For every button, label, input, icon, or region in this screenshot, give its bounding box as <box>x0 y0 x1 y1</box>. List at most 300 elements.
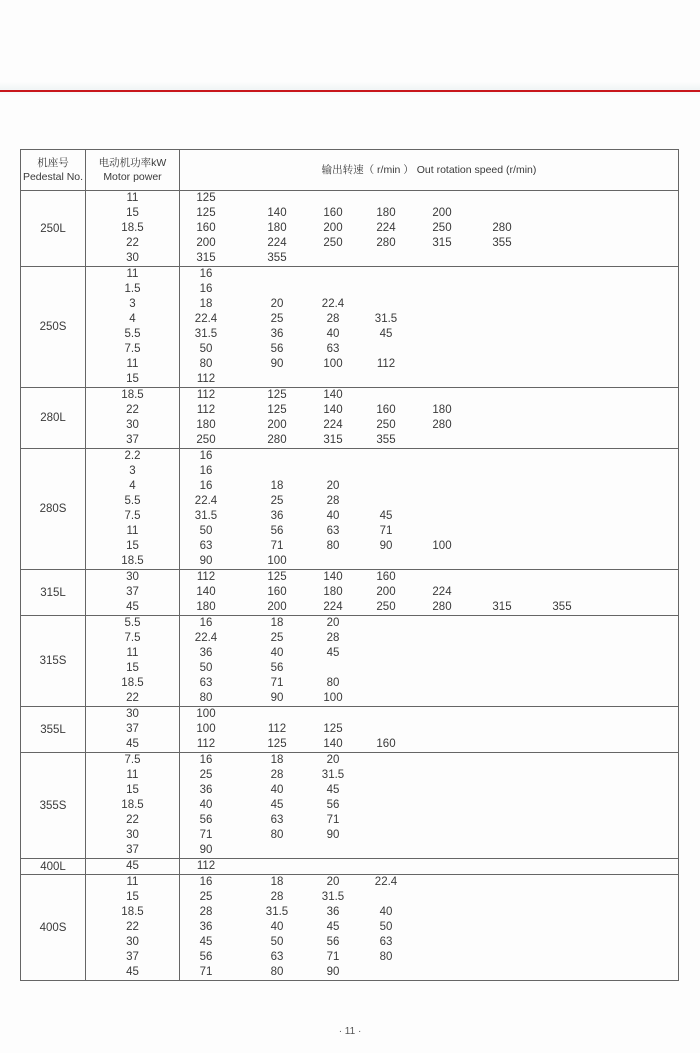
speed-value: 100 <box>267 555 287 567</box>
speed-value: 160 <box>323 207 343 219</box>
speed-value: 80 <box>199 692 213 704</box>
speed-row <box>180 859 678 874</box>
power-value: 30 <box>126 571 139 583</box>
speed-value: 71 <box>270 677 284 689</box>
table-group-row <box>21 570 679 616</box>
speed-row <box>180 707 678 722</box>
pedestal-cell: 315L <box>21 570 86 616</box>
speed-value: 20 <box>270 298 284 310</box>
speed-value: 180 <box>196 601 216 613</box>
speed-value: 36 <box>199 784 213 796</box>
pedestal-cell: 280L <box>21 388 86 449</box>
power-header-en: Motor power <box>103 171 162 183</box>
speed-value: 56 <box>326 936 340 948</box>
speed-cell <box>180 570 679 616</box>
speed-value: 112 <box>376 358 396 370</box>
speed-row <box>180 297 678 312</box>
speed-row <box>180 312 678 327</box>
speed-row <box>180 554 678 569</box>
speed-value: 18 <box>270 876 284 888</box>
speed-value: 18 <box>199 298 213 310</box>
speed-value: 280 <box>432 601 452 613</box>
speed-row <box>180 828 678 843</box>
speed-value: 125 <box>267 571 287 583</box>
power-value: 30 <box>126 936 139 948</box>
speed-row <box>180 965 678 980</box>
speed-value: 250 <box>376 419 396 431</box>
speed-value: 224 <box>267 237 287 249</box>
speed-value: 355 <box>376 434 396 446</box>
speed-value: 200 <box>376 586 396 598</box>
speed-value: 112 <box>196 404 216 416</box>
table-group-row <box>21 449 679 570</box>
pedestal-header <box>21 150 86 191</box>
power-cell <box>86 570 180 616</box>
speed-value: 125 <box>267 389 287 401</box>
header-rule-shade <box>0 82 700 96</box>
power-cell <box>86 875 180 981</box>
speed-value: 28 <box>326 632 340 644</box>
speed-row <box>180 920 678 935</box>
speed-value: 90 <box>199 844 213 856</box>
speed-value: 16 <box>199 617 213 629</box>
speed-value: 25 <box>199 769 213 781</box>
power-value: 22 <box>126 921 139 933</box>
speed-row <box>180 631 678 646</box>
speed-row <box>180 950 678 965</box>
power-value: 37 <box>126 434 139 446</box>
speed-value: 80 <box>270 829 284 841</box>
speed-value: 40 <box>326 328 340 340</box>
speed-row <box>180 388 678 403</box>
speed-value: 250 <box>323 237 343 249</box>
speed-value: 36 <box>326 906 340 918</box>
speed-value: 200 <box>267 419 287 431</box>
speed-row <box>180 342 678 357</box>
speed-value: 224 <box>323 419 343 431</box>
pedestal-cell: 400L <box>21 859 86 875</box>
speed-value: 36 <box>270 328 284 340</box>
speed-value: 180 <box>267 222 287 234</box>
speed-value: 63 <box>199 677 213 689</box>
speed-value: 16 <box>199 268 213 280</box>
power-value: 18.5 <box>121 555 144 567</box>
speed-row <box>180 905 678 920</box>
speed-value: 20 <box>326 876 340 888</box>
speed-cell <box>180 707 679 753</box>
speed-value: 40 <box>270 921 284 933</box>
power-cell <box>86 859 180 875</box>
speed-value: 112 <box>196 860 216 872</box>
speed-value: 355 <box>492 237 512 249</box>
speed-cell <box>180 875 679 981</box>
speed-value: 180 <box>376 207 396 219</box>
speed-value: 63 <box>379 936 393 948</box>
speed-value: 16 <box>199 876 213 888</box>
speed-value: 50 <box>379 921 393 933</box>
speed-row <box>180 464 678 479</box>
speed-value: 100 <box>196 708 216 720</box>
pedestal-cell: 250S <box>21 267 86 388</box>
speed-value: 140 <box>323 571 343 583</box>
speed-value: 140 <box>323 404 343 416</box>
speed-cell <box>180 388 679 449</box>
power-value: 15 <box>126 373 139 385</box>
speed-cell <box>180 191 679 267</box>
speed-value: 45 <box>379 328 393 340</box>
speed-row <box>180 403 678 418</box>
speed-row <box>180 676 678 691</box>
speed-value: 180 <box>432 404 452 416</box>
speed-value: 31.5 <box>194 328 218 340</box>
speed-value: 125 <box>267 738 287 750</box>
power-value: 18.5 <box>121 222 144 234</box>
pedestal-header-cn: 机座号 <box>37 157 69 169</box>
speed-value: 112 <box>196 373 216 385</box>
speed-row <box>180 890 678 905</box>
speed-value: 224 <box>376 222 396 234</box>
speed-value: 160 <box>267 586 287 598</box>
table-header-row <box>21 150 679 191</box>
speed-row <box>180 206 678 221</box>
speed-value: 16 <box>199 283 213 295</box>
power-value: 30 <box>126 708 139 720</box>
power-cell <box>86 616 180 707</box>
speed-row <box>180 524 678 539</box>
speed-value: 280 <box>267 434 287 446</box>
page-number: · 11 · <box>338 1026 362 1037</box>
speed-value: 40 <box>379 906 393 918</box>
power-value: 37 <box>126 586 139 598</box>
speed-value: 28 <box>199 906 213 918</box>
power-value: 5.5 <box>124 495 141 507</box>
speed-value: 80 <box>326 540 340 552</box>
table-group-row <box>21 753 679 859</box>
speed-value: 56 <box>199 951 213 963</box>
speed-row <box>180 282 678 297</box>
speed-value: 250 <box>196 434 216 446</box>
speed-value: 56 <box>270 662 284 674</box>
power-value: 18.5 <box>121 389 144 401</box>
speed-value: 45 <box>379 510 393 522</box>
table-group-row <box>21 875 679 981</box>
speed-value: 200 <box>432 207 452 219</box>
speed-value: 140 <box>323 389 343 401</box>
power-value: 7.5 <box>124 343 141 355</box>
speed-value: 22.4 <box>194 495 218 507</box>
speed-row <box>180 691 678 706</box>
power-value: 30 <box>126 419 139 431</box>
power-value: 22 <box>126 814 139 826</box>
power-value: 45 <box>126 738 139 750</box>
speed-row <box>180 236 678 251</box>
speed-value: 315 <box>492 601 512 613</box>
power-value: 15 <box>126 891 139 903</box>
speed-value: 71 <box>199 829 213 841</box>
speed-value: 224 <box>323 601 343 613</box>
power-value: 45 <box>126 601 139 613</box>
speed-value: 71 <box>326 951 340 963</box>
speed-value: 63 <box>199 540 213 552</box>
speed-row <box>180 722 678 737</box>
speed-value: 28 <box>326 313 340 325</box>
speed-value: 200 <box>267 601 287 613</box>
speed-value: 250 <box>376 601 396 613</box>
power-value: 30 <box>126 829 139 841</box>
speed-value: 36 <box>199 647 213 659</box>
speed-value: 45 <box>326 921 340 933</box>
speed-value: 250 <box>432 222 452 234</box>
speed-row <box>180 661 678 676</box>
speed-value: 45 <box>199 936 213 948</box>
power-cell <box>86 267 180 388</box>
speed-value: 315 <box>196 252 216 264</box>
speed-value: 100 <box>323 358 343 370</box>
speed-value: 22.4 <box>194 313 218 325</box>
power-value: 45 <box>126 860 139 872</box>
speed-row <box>180 327 678 342</box>
speed-row <box>180 737 678 752</box>
table-group-row <box>21 267 679 388</box>
speed-value: 140 <box>196 586 216 598</box>
speed-value: 22.4 <box>194 632 218 644</box>
power-value: 7.5 <box>124 510 141 522</box>
power-value: 7.5 <box>124 754 141 766</box>
speed-row <box>180 783 678 798</box>
speed-row <box>180 479 678 494</box>
power-value: 7.5 <box>124 632 141 644</box>
pedestal-cell: 315S <box>21 616 86 707</box>
speed-value: 20 <box>326 754 340 766</box>
speed-cell <box>180 753 679 859</box>
power-value: 22 <box>126 692 139 704</box>
speed-value: 56 <box>326 799 340 811</box>
pedestal-cell: 280S <box>21 449 86 570</box>
power-cell <box>86 388 180 449</box>
speed-value: 224 <box>432 586 452 598</box>
table-group-row <box>21 191 679 267</box>
speed-value: 90 <box>199 555 213 567</box>
speed-value: 280 <box>376 237 396 249</box>
power-value: 22 <box>126 237 139 249</box>
speed-value: 50 <box>199 525 213 537</box>
power-value: 18.5 <box>121 799 144 811</box>
power-value: 15 <box>126 207 139 219</box>
speed-row <box>180 813 678 828</box>
power-cell <box>86 753 180 859</box>
speed-table <box>20 149 679 981</box>
speed-value: 40 <box>199 799 213 811</box>
power-value: 4 <box>129 480 136 492</box>
power-value: 37 <box>126 723 139 735</box>
speed-value: 31.5 <box>265 906 289 918</box>
pedestal-header-en: Pedestal No. <box>22 171 84 183</box>
speed-value: 71 <box>270 540 284 552</box>
speed-value: 90 <box>270 692 284 704</box>
speed-cell <box>180 616 679 707</box>
speed-value: 40 <box>326 510 340 522</box>
speed-value: 28 <box>326 495 340 507</box>
speed-row <box>180 875 678 890</box>
speed-row <box>180 539 678 554</box>
speed-value: 160 <box>376 404 396 416</box>
speed-row <box>180 616 678 631</box>
power-value: 37 <box>126 844 139 856</box>
table-group-row <box>21 616 679 707</box>
speed-value: 112 <box>196 389 216 401</box>
speed-value: 56 <box>270 343 284 355</box>
speed-value: 355 <box>267 252 287 264</box>
table-group-row <box>21 859 679 875</box>
power-value: 15 <box>126 540 139 552</box>
speed-value: 90 <box>379 540 393 552</box>
power-value: 11 <box>126 525 139 537</box>
speed-value: 100 <box>432 540 452 552</box>
speed-value: 36 <box>199 921 213 933</box>
speed-row <box>180 357 678 372</box>
speed-value: 125 <box>323 723 343 735</box>
speed-row <box>180 646 678 661</box>
power-header <box>86 150 180 191</box>
power-header-cn: 电动机功率kW <box>98 157 167 169</box>
power-value: 5.5 <box>124 328 141 340</box>
speed-value: 200 <box>323 222 343 234</box>
speed-value: 112 <box>196 738 216 750</box>
pedestal-cell: 355S <box>21 753 86 859</box>
speed-header: 输出转速（ r/min ） Out rotation speed (r/min) <box>180 150 679 191</box>
power-value: 1.5 <box>124 283 141 295</box>
speed-value: 100 <box>323 692 343 704</box>
header-red-rule <box>0 90 700 92</box>
speed-value: 36 <box>270 510 284 522</box>
speed-value: 16 <box>199 480 213 492</box>
speed-value: 160 <box>196 222 216 234</box>
speed-row <box>180 585 678 600</box>
power-value: 5.5 <box>124 617 141 629</box>
speed-row <box>180 935 678 950</box>
pedestal-cell: 355L <box>21 707 86 753</box>
speed-row <box>180 494 678 509</box>
power-value: 18.5 <box>121 677 144 689</box>
speed-value: 25 <box>199 891 213 903</box>
power-value: 2.2 <box>124 450 141 462</box>
speed-row <box>180 251 678 266</box>
power-value: 3 <box>129 298 136 310</box>
speed-row <box>180 753 678 768</box>
power-value: 22 <box>126 404 139 416</box>
speed-value: 90 <box>270 358 284 370</box>
pedestal-cell: 400S <box>21 875 86 981</box>
speed-cell <box>180 859 679 875</box>
speed-value: 31.5 <box>321 769 345 781</box>
power-value: 18.5 <box>121 906 144 918</box>
speed-value: 180 <box>196 419 216 431</box>
speed-value: 80 <box>199 358 213 370</box>
power-cell <box>86 191 180 267</box>
speed-value: 90 <box>326 829 340 841</box>
speed-row <box>180 221 678 236</box>
speed-value: 22.4 <box>374 876 398 888</box>
speed-row <box>180 418 678 433</box>
speed-value: 140 <box>267 207 287 219</box>
speed-cell <box>180 449 679 570</box>
speed-row <box>180 267 678 282</box>
speed-value: 80 <box>379 951 393 963</box>
speed-value: 80 <box>326 677 340 689</box>
speed-value: 315 <box>323 434 343 446</box>
speed-value: 355 <box>552 601 572 613</box>
speed-value: 71 <box>199 966 213 978</box>
speed-value: 18 <box>270 754 284 766</box>
speed-row <box>180 509 678 524</box>
speed-value: 50 <box>270 936 284 948</box>
speed-value: 125 <box>196 192 216 204</box>
speed-value: 31.5 <box>194 510 218 522</box>
speed-value: 56 <box>199 814 213 826</box>
power-value: 15 <box>126 784 139 796</box>
speed-value: 25 <box>270 632 284 644</box>
speed-value: 71 <box>326 814 340 826</box>
table-body <box>21 191 679 981</box>
speed-value: 160 <box>376 738 396 750</box>
power-value: 45 <box>126 966 139 978</box>
speed-value: 90 <box>326 966 340 978</box>
speed-row <box>180 191 678 206</box>
speed-value: 125 <box>196 207 216 219</box>
speed-value: 315 <box>432 237 452 249</box>
speed-value: 80 <box>270 966 284 978</box>
speed-value: 160 <box>376 571 396 583</box>
speed-value: 140 <box>323 738 343 750</box>
power-value: 37 <box>126 951 139 963</box>
speed-value: 50 <box>199 343 213 355</box>
speed-value: 280 <box>492 222 512 234</box>
power-value: 11 <box>126 358 139 370</box>
power-value: 11 <box>126 268 139 280</box>
speed-value: 100 <box>196 723 216 735</box>
speed-row <box>180 600 678 615</box>
speed-value: 45 <box>326 647 340 659</box>
speed-value: 71 <box>379 525 393 537</box>
power-value: 30 <box>126 252 139 264</box>
power-value: 4 <box>129 313 136 325</box>
speed-row <box>180 372 678 387</box>
speed-value: 125 <box>267 404 287 416</box>
speed-value: 180 <box>323 586 343 598</box>
power-value: 15 <box>126 662 139 674</box>
speed-value: 16 <box>199 450 213 462</box>
power-cell <box>86 449 180 570</box>
speed-value: 25 <box>270 495 284 507</box>
table-group-row <box>21 388 679 449</box>
speed-value: 18 <box>270 480 284 492</box>
speed-value: 200 <box>196 237 216 249</box>
speed-value: 280 <box>432 419 452 431</box>
speed-value: 56 <box>270 525 284 537</box>
speed-row <box>180 449 678 464</box>
power-value: 11 <box>126 647 139 659</box>
speed-value: 16 <box>199 465 213 477</box>
speed-value: 63 <box>270 951 284 963</box>
power-value: 3 <box>129 465 136 477</box>
speed-value: 16 <box>199 754 213 766</box>
power-value: 11 <box>126 876 139 888</box>
speed-row <box>180 843 678 858</box>
speed-value: 40 <box>270 784 284 796</box>
speed-row <box>180 768 678 783</box>
speed-value: 31.5 <box>321 891 345 903</box>
speed-value: 63 <box>326 343 340 355</box>
